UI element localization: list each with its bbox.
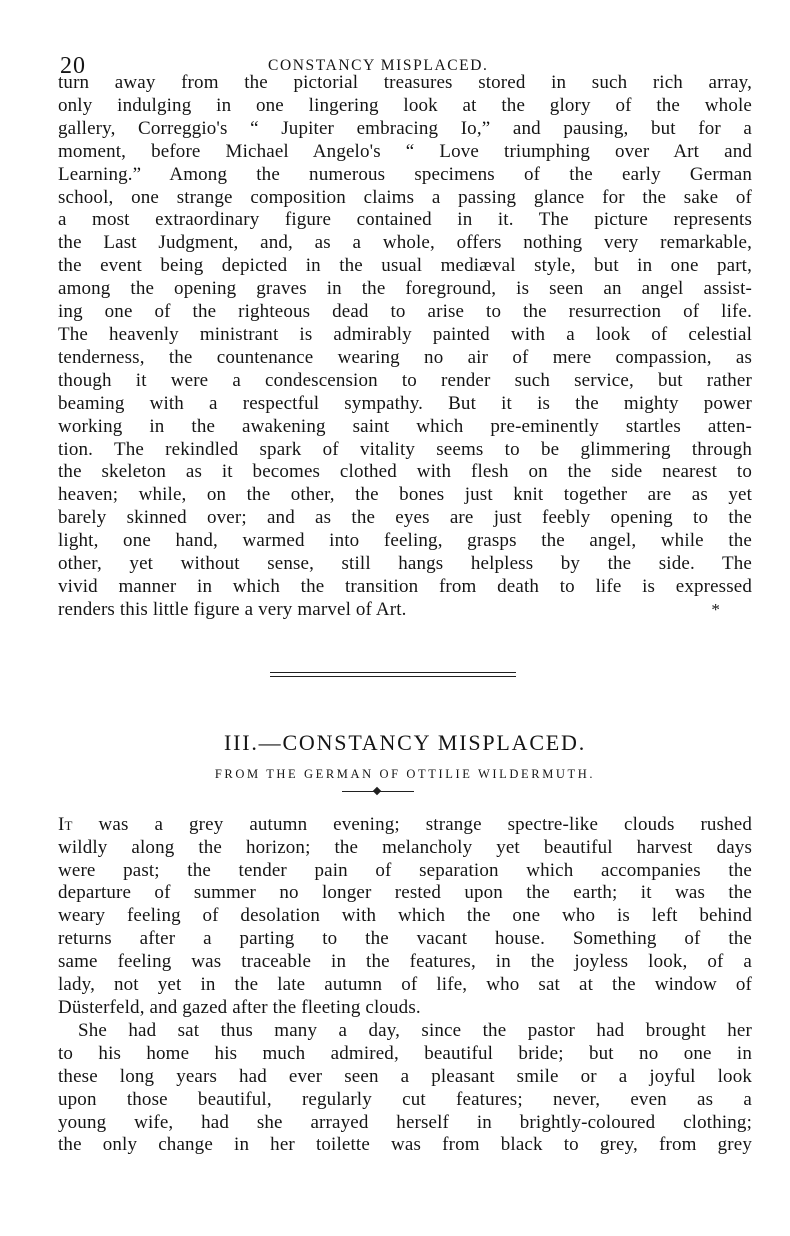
text-line: these long years had ever seen a pleasant smile or a joyful look (58, 1065, 752, 1087)
page-number: 20 (60, 53, 86, 79)
running-title: CONSTANCY MISPLACED. (268, 57, 489, 74)
text-line: tenderness, the countenance wearing no air of mere compassion, as (58, 346, 752, 368)
text-line: moment, before Michael Angelo's “ Love triumphing over Art and (58, 140, 752, 162)
text-line: turn away from the pictorial treasures stored in such rich array, (58, 72, 752, 93)
text-line: to his home his much admired, beautiful bride; but no one in (58, 1042, 752, 1064)
text-line: tion. The rekindled spark of vitality seems to be glimmering through (58, 438, 752, 460)
text-line: same feeling was traceable in the features, in the joyless look, of a (58, 951, 752, 973)
text-line: gallery, Correggio's “ Jupiter embracing Io,” and pausing, but for a (58, 117, 752, 139)
text-line: other, yet without sense, still hangs helpless by the side. The (58, 553, 752, 575)
section-subtitle: FROM THE GERMAN OF OTTILIE WILDERMUTH. (214, 766, 596, 781)
text-line: She had sat thus many a day, since the pastor had brought her (78, 1019, 752, 1041)
first-line-rest: was a grey autumn evening; strange spectre-like clouds rushed (72, 813, 752, 835)
page-header (58, 0, 752, 79)
text-line: among the opening graves in the foreground, is seen an angel assist- (58, 278, 752, 300)
ornamental-divider (342, 786, 414, 798)
book-page (58, 0, 752, 1157)
text-line: the Last Judgment, and, as a whole, offers nothing very remarkable, (58, 232, 752, 254)
author-signature-asterisk: * (711, 599, 720, 619)
text-line: young wife, had she arrayed herself in brightly-coloured clothing; (58, 1111, 752, 1133)
text-line: a most extraordinary figure contained in it. The picture represents (58, 209, 752, 231)
text-line: school, one strange composition claims a passing glance for the sake of (58, 186, 752, 208)
text-line: The heavenly ministrant is admirably painted with a look of celestial (58, 323, 752, 345)
text-line: departure of summer no longer rested upon the earth; it was the (58, 882, 752, 904)
previous-section-text (58, 72, 752, 622)
text-line: lady, not yet in the late autumn of life, who sat at the window of (58, 974, 752, 996)
text-line-last: Düsterfeld, and gazed after the fleeting clouds. (58, 997, 421, 1018)
text-line (58, 814, 752, 837)
text-line: were past; the tender pain of separation which accompanies the (58, 859, 752, 881)
text-line: the event being depicted in the usual mediæval style, but in one part, (58, 255, 752, 277)
text-line: though it were a condescension to render such service, but rather (58, 369, 752, 391)
text-line: the skeleton as it becomes clothed with flesh on the side nearest to (58, 461, 752, 483)
text-line: Learning.” Among the numerous specimens of the early German (58, 163, 752, 185)
text-line: only indulging in one lingering look at the glory of the whole (58, 94, 752, 116)
section-title: III.—CONSTANCY MISPLACED. (223, 729, 587, 755)
text-line-last (58, 599, 752, 622)
opening-word: It (58, 813, 73, 835)
text-line: upon those beautiful, regularly cut features; never, even as a (58, 1088, 752, 1110)
last-line-text: renders this little figure a very marvel of Art. (58, 598, 407, 620)
text-line: vivid manner in which the transition from death to life is expressed (58, 575, 752, 597)
text-line: beaming with a respectful sympathy. But it is the mighty power (58, 392, 752, 414)
text-line: wildly along the horizon; the melancholy yet beautiful harvest days (58, 836, 752, 858)
text-line: heaven; while, on the other, the bones just knit together are as yet (58, 484, 752, 506)
text-line: barely skinned over; and as the eyes are just feebly opening to the (58, 507, 752, 529)
text-line: light, one hand, warmed into feeling, grasps the angel, while the (58, 530, 752, 552)
story-text (58, 814, 752, 1158)
diamond-ornament-icon (373, 787, 381, 795)
section-divider-rule (270, 672, 516, 677)
text-line: ing one of the righteous dead to arise to the resurrection of life. (58, 301, 752, 323)
text-line: working in the awakening saint which pre-eminently startles atten- (58, 415, 752, 437)
text-line: weary feeling of desolation with which the one who is left behind (58, 905, 752, 927)
text-line: the only change in her toilette was from black to grey, from grey (58, 1134, 752, 1156)
text-line: returns after a parting to the vacant house. Something of the (58, 928, 752, 950)
